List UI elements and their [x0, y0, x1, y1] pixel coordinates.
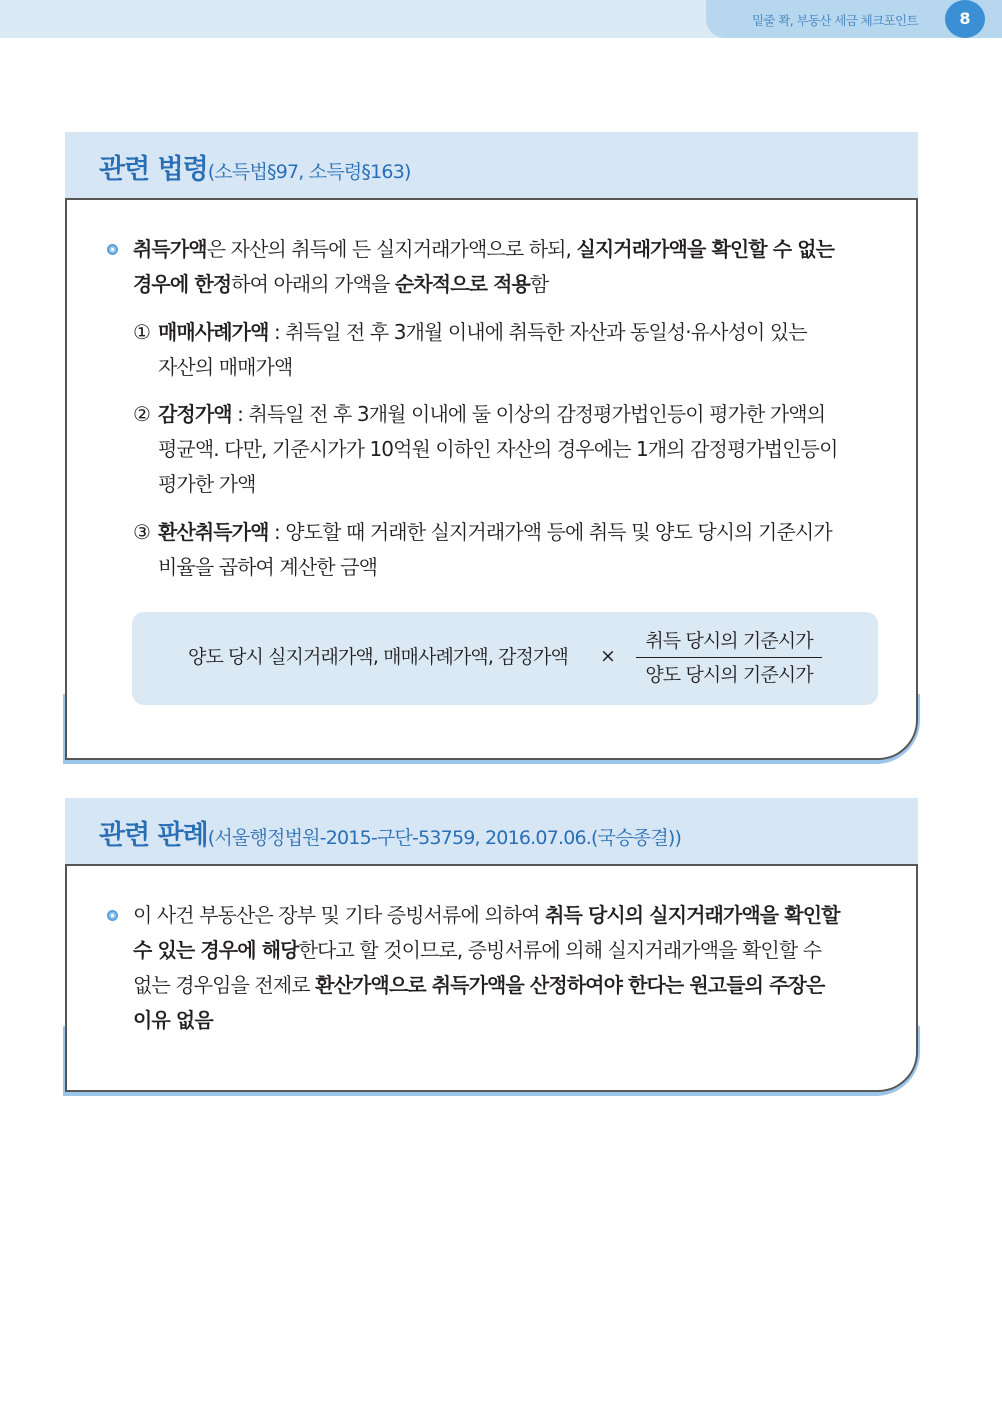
bold-text-run: 취득가액 — [133, 237, 207, 261]
law-item-2 — [133, 397, 838, 502]
case-line-1 — [133, 898, 840, 933]
case-line-3 — [133, 968, 824, 1003]
text-run: 은 자산의 취득에 든 실지거래가액으로 하되, — [206, 237, 577, 261]
formula-times: × — [600, 645, 616, 667]
law-item-text: : 취득일 전 후 3개월 이내에 둘 이상의 감정평가법인등이 평가한 가액의 — [231, 402, 826, 426]
law-box-header — [65, 132, 918, 200]
text-run: 이 사건 부동산은 장부 및 기타 증빙서류에 의하여 — [133, 903, 546, 927]
formula-fraction-bar — [636, 657, 822, 658]
bold-text-run: 취득 당시의 실지거래가액을 확인할 — [545, 903, 840, 927]
bold-text-run: 환산가액으로 취득가액을 산정하여야 한다는 원고들의 주장은 — [315, 973, 825, 997]
law-item-number: ② — [133, 402, 151, 426]
law-item-text-cont: 자산의 매매가액 — [158, 355, 293, 379]
law-box-subtitle: (소득법§97, 소득령§163) — [207, 161, 411, 183]
law-box-title — [99, 147, 411, 186]
law-item-term: 매매사례가액 — [158, 320, 269, 344]
law-item-number: ① — [133, 320, 151, 344]
law-item-text-cont: 평균액. 다만, 기준시가가 10억원 이하인 자산의 경우에는 1개의 감정평가법인등이 — [158, 437, 838, 461]
text-run: 하여 아래의 가액을 — [231, 272, 395, 296]
law-item-text-cont: 비율을 곱하여 계산한 금액 — [158, 555, 377, 579]
law-item-number: ③ — [133, 520, 151, 544]
formula-left: 양도 당시 실지거래가액, 매매사례가액, 감정가액 — [188, 646, 568, 668]
bold-text-run: 실지거래가액을 확인할 수 없는 — [576, 237, 835, 261]
law-item-term: 감정가액 — [158, 402, 232, 426]
formula-numerator: 취득 당시의 기준시가 — [645, 630, 813, 652]
law-intro-line-2 — [133, 267, 548, 302]
bold-text-run: 순차적으로 적용 — [394, 272, 530, 296]
formula-denominator: 양도 당시의 기준시가 — [645, 664, 813, 686]
law-item-text-cont: 평가한 가액 — [158, 472, 256, 496]
law-item-1 — [133, 315, 807, 385]
formula-box — [132, 612, 878, 705]
law-item-text: : 취득일 전 후 3개월 이내에 취득한 자산과 동일성·유사성이 있는 — [268, 320, 807, 344]
bold-text-run: 수 있는 경우에 해당 — [133, 938, 299, 962]
law-box-title-text: 관련 법령 — [99, 154, 208, 185]
law-intro-bullet-icon — [107, 244, 118, 255]
bold-text-run: 이유 없음 — [133, 1008, 213, 1032]
law-intro-line-1 — [133, 232, 834, 267]
page-number: 8 — [945, 0, 985, 38]
text-run: 함 — [529, 272, 549, 296]
bold-text-run: 경우에 한정 — [133, 272, 232, 296]
case-bullet-icon — [107, 910, 118, 921]
case-box-header — [65, 798, 918, 866]
text-run: 한다고 할 것이므로, 증빙서류에 의해 실지거래가액을 확인할 수 — [298, 938, 822, 962]
case-box-subtitle: (서울행정법원-2015-구단-53759, 2016.07.06.(국승종결)) — [207, 827, 682, 849]
case-line-4 — [133, 1003, 213, 1038]
case-box-title-text: 관련 판례 — [99, 820, 208, 851]
case-line-2 — [133, 933, 821, 968]
law-item-text: : 양도할 때 거래한 실지거래가액 등에 취득 및 양도 당시의 기준시가 — [268, 520, 832, 544]
case-box-title — [99, 813, 681, 852]
running-title: 밑줄 쫙, 부동산 세금 체크포인트 — [751, 13, 918, 28]
text-run: 없는 경우임을 전제로 — [133, 973, 316, 997]
law-item-3 — [133, 515, 832, 585]
law-item-term: 환산취득가액 — [158, 520, 269, 544]
